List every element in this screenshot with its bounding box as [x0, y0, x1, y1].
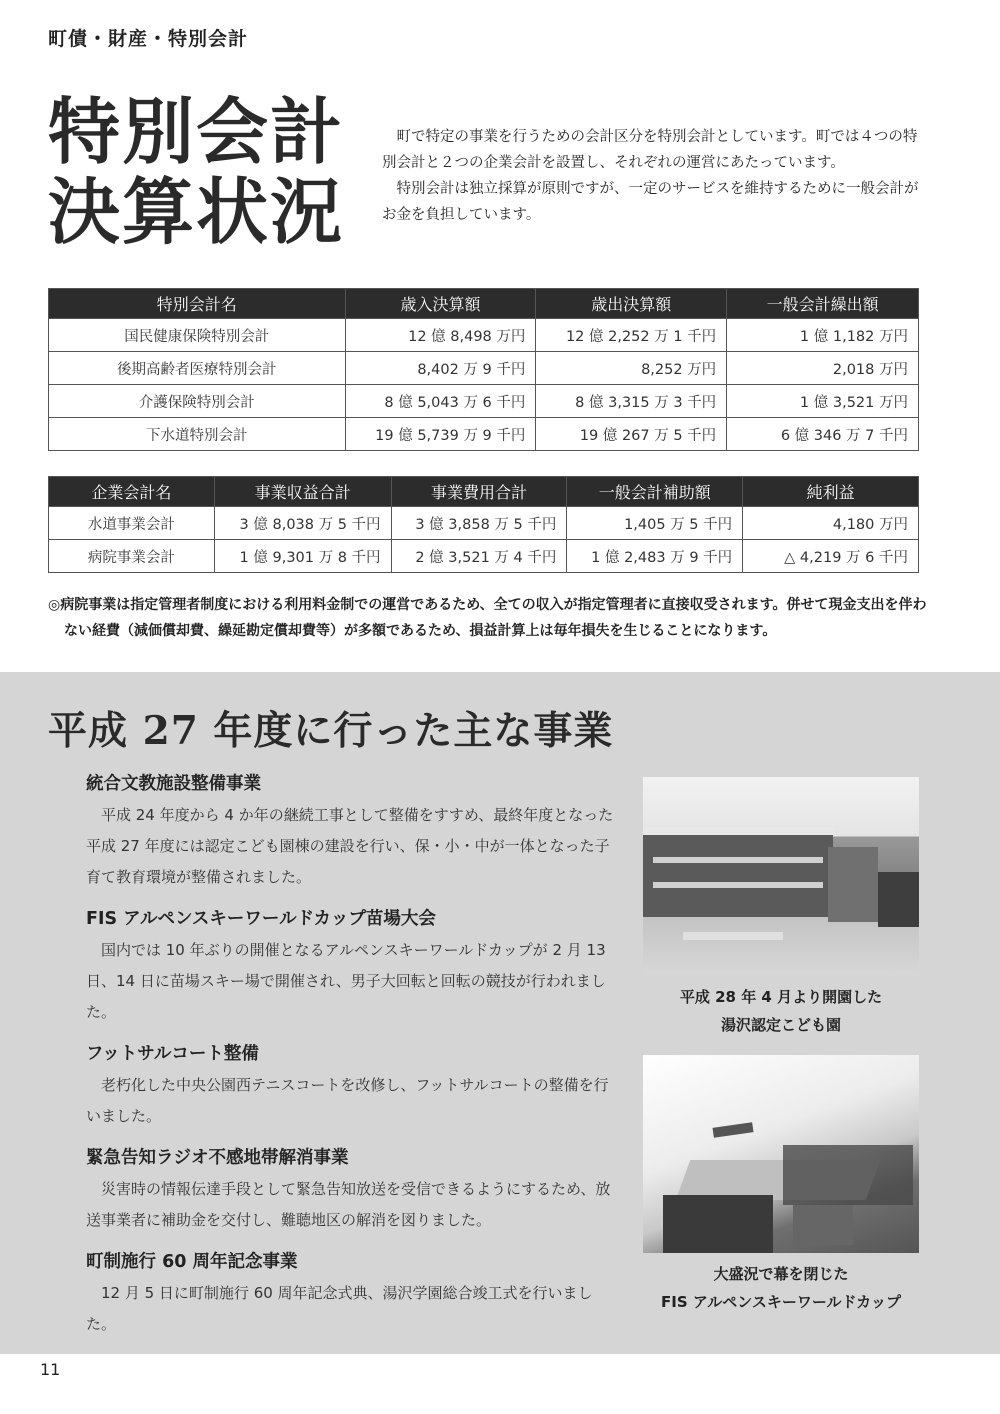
table-cell: 4,180 万円 — [743, 507, 919, 540]
enterprise-accounts-table — [48, 476, 919, 573]
table-cell: 3 億 8,038 万 5 千円 — [214, 507, 391, 540]
ski-worldcup-photo — [643, 1055, 919, 1253]
table-cell: 1 億 9,301 万 8 千円 — [214, 540, 391, 573]
column-header: 純利益 — [743, 477, 919, 507]
ski-worldcup-photo-caption — [631, 1260, 931, 1316]
table-cell: 1 億 2,483 万 9 千円 — [567, 540, 743, 573]
project-body: 災害時の情報伝達手段として緊急告知放送を受信できるようにするため、放送事業者に補助金を交付し、難聴地区の解消を図りました。 — [86, 1180, 611, 1229]
table-cell: 2,018 万円 — [727, 352, 919, 385]
table-row — [49, 540, 919, 573]
account-name: 水道事業会計 — [49, 507, 215, 540]
column-header: 特別会計名 — [49, 289, 346, 319]
caption-line: FIS アルペンスキーワールドカップ — [661, 1293, 901, 1311]
project-title: FIS アルペンスキーワールドカップ苗場大会 — [86, 909, 436, 929]
kindergarten-photo-caption — [631, 983, 931, 1039]
project-item — [86, 1246, 616, 1340]
table-header-row — [49, 289, 919, 319]
table-cell: 8 億 3,315 万 3 千円 — [536, 385, 727, 418]
project-body: 平成 24 年度から 4 か年の継続工事として整備をすすめ、最終年度となった平成 27 年度には認定こども園棟の建設を行い、保・小・中が一体となった子育て教育環境が整備されました。 — [86, 806, 614, 886]
account-name: 国民健康保険特別会計 — [49, 319, 346, 352]
table-cell: 12 億 2,252 万 1 千円 — [536, 319, 727, 352]
page-title-line1: 特別会計 — [48, 89, 345, 174]
column-header: 歳出決算額 — [536, 289, 727, 319]
table-header-row — [49, 477, 919, 507]
table-cell: 12 億 8,498 万円 — [345, 319, 536, 352]
table-cell: 8,252 万円 — [536, 352, 727, 385]
account-name: 下水道特別会計 — [49, 418, 346, 451]
table-cell: 2 億 3,521 万 4 千円 — [391, 540, 567, 573]
table-cell: 3 億 3,858 万 5 千円 — [391, 507, 567, 540]
projects-heading: 平成 27 年度に行った主な事業 — [48, 708, 614, 754]
caption-line: 大盛況で幕を閉じた — [713, 1265, 849, 1283]
table-row — [49, 507, 919, 540]
project-title: 緊急告知ラジオ不感地帯解消事業 — [86, 1148, 349, 1168]
section-tag: 町債・財産・特別会計 — [48, 28, 249, 50]
table-row — [49, 418, 919, 451]
page-number: 11 — [40, 1360, 61, 1379]
table-cell: 19 億 267 万 5 千円 — [536, 418, 727, 451]
column-header: 事業費用合計 — [391, 477, 567, 507]
table-cell: 19 億 5,739 万 9 千円 — [345, 418, 536, 451]
page-title — [48, 89, 358, 254]
project-item — [86, 1142, 616, 1236]
table-cell: 1 億 1,182 万円 — [727, 319, 919, 352]
project-title: フットサルコート整備 — [86, 1044, 259, 1064]
account-name: 後期高齢者医療特別会計 — [49, 352, 346, 385]
project-body: 国内では 10 年ぶりの開催となるアルペンスキーワールドカップが 2 月 13 日、14 日に苗場スキー場で開催され、男子大回転と回転の競技が行われました。 — [86, 941, 606, 1021]
project-item — [86, 768, 616, 893]
project-title: 統合文教施設整備事業 — [86, 774, 261, 794]
intro-text — [382, 124, 922, 228]
column-header: 一般会計補助額 — [567, 477, 743, 507]
project-item — [86, 1038, 616, 1132]
project-item — [86, 903, 616, 1028]
hospital-note: ◎病院事業は指定管理者制度における利用料金制での運営であるため、全ての収入が指定管理者に直接収受されます。併せて現金支出を伴わない経費（減価償却費、繰延勘定償却費等）が多額であるため、損益計算上は毎年損失を生じることになります。 — [48, 597, 927, 639]
project-body: 12 月 5 日に町制施行 60 周年記念式典、湯沢学園総合竣工式を行いました。 — [86, 1284, 593, 1333]
intro-paragraph-1: 町で特定の事業を行うための会計区分を特別会計としています。町では４つの特別会計と２つの企業会計を設置し、それぞれの運営にあたっています。 — [382, 129, 918, 171]
table-row — [49, 352, 919, 385]
column-header: 歳入決算額 — [345, 289, 536, 319]
caption-line: 平成 28 年 4 月より開園した — [679, 988, 883, 1006]
column-header: 一般会計繰出額 — [727, 289, 919, 319]
column-header: 企業会計名 — [49, 477, 215, 507]
column-header: 事業収益合計 — [214, 477, 391, 507]
account-name: 介護保険特別会計 — [49, 385, 346, 418]
intro-paragraph-2: 特別会計は独立採算が原則ですが、一定のサービスを維持するために一般会計がお金を負担しています。 — [382, 181, 919, 223]
table-row — [49, 385, 919, 418]
table-cell: 1,405 万 5 千円 — [567, 507, 743, 540]
table-cell: 1 億 3,521 万円 — [727, 385, 919, 418]
caption-line: 湯沢認定こども園 — [720, 1016, 841, 1034]
special-accounts-table — [48, 288, 919, 451]
table-cell: 8,402 万 9 千円 — [345, 352, 536, 385]
projects-list — [86, 768, 616, 1350]
project-title: 町制施行 60 周年記念事業 — [86, 1252, 298, 1272]
table-cell: 6 億 346 万 7 千円 — [727, 418, 919, 451]
project-body: 老朽化した中央公園西テニスコートを改修し、フットサルコートの整備を行いました。 — [86, 1076, 609, 1125]
kindergarten-photo — [643, 777, 919, 975]
account-name: 病院事業会計 — [49, 540, 215, 573]
table-cell: 8 億 5,043 万 6 千円 — [345, 385, 536, 418]
page-title-line2: 決算状況 — [48, 169, 345, 254]
table-cell: △ 4,219 万 6 千円 — [743, 540, 919, 573]
table-row — [49, 319, 919, 352]
